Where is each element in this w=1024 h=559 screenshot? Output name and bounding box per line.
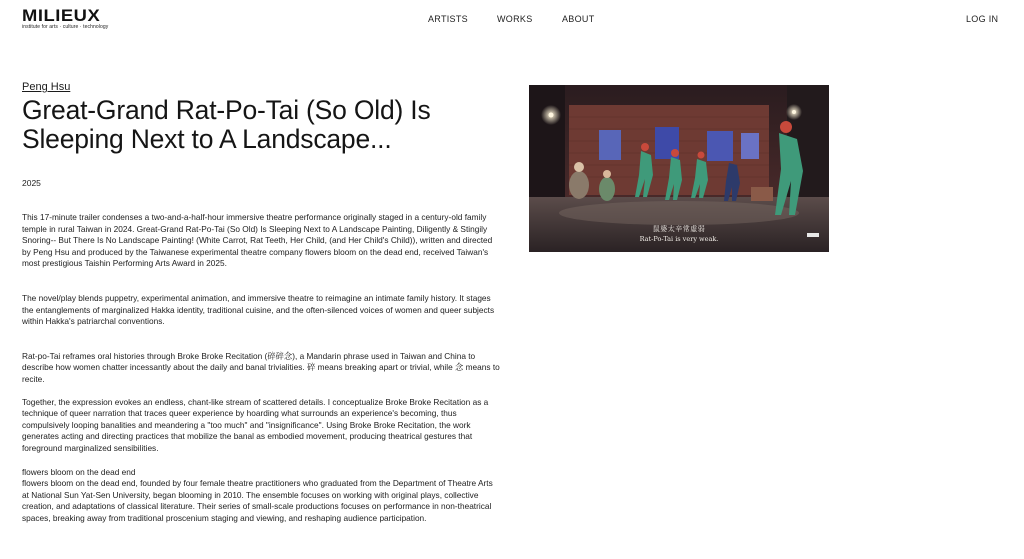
logo-tagline: institute for arts · culture · technology	[22, 24, 109, 30]
main-nav	[0, 14, 1024, 26]
description-paragraph: Together, the expression evokes an endless, chant-like stream of scattered details. I conceptualize Broke Broke Recitation as a technique of queer narration that traces queer experience by hoarding what surrounds an experience's becoming, thus compulsively looping banalities and meandering a "too much" and "insignificance". Using Broke Broke Recitation, the work generates acting and directing practices that mobilize the banal as embodied movement, producing theatrical gestures that foreground marginalized sensibilities.	[22, 396, 489, 453]
nav-works-link[interactable]: WORKS	[497, 14, 533, 24]
description-paragraph: This 17-minute trailer condenses a two-and-a-half-hour immersive theatre performance originally staged in a century-old family temple in rural Taiwan in 2024. Great-Grand Rat-Po-Tai (So Old) Is Sleeping Next to A Landscape Painting, Diligently & Stingily Snoring-- But There Is No Landscape Painting! (White Carrot, Rat Teeth, Her Child, (and Her Child's Child)), written and directed by Peng Hsu and produced by the Taiwanese experimental theatre company flowers bloom on the dead end, received Taiwan's most prestigious Taishin Performing Arts Award in 2025.	[22, 212, 493, 269]
nav-artists-link[interactable]: ARTISTS	[428, 14, 468, 24]
description-paragraph: The novel/play blends puppetry, experimental animation, and immersive theatre to reimagine an intimate family history. It stages the entanglements of marginalized Hakka identity, traditional cuisine, and the often-silenced voices of women and queer subjects within Hakka's patriarchal conventions.	[22, 292, 495, 327]
company-heading: flowers bloom on the dead end	[22, 466, 136, 477]
performance-video-still[interactable]	[529, 85, 829, 252]
video-subtitle-english: Rat-Po-Tai is very weak.	[639, 235, 719, 243]
site-header	[0, 0, 1024, 40]
artist-name-link[interactable]: Peng Hsu	[22, 81, 71, 93]
work-title: Great-Grand Rat-Po-Tai (So Old) Is Sleeping Next to A Landscape...	[22, 95, 431, 154]
video-subtitle-chinese: 鼠婆太辛常虛弱	[652, 225, 706, 233]
logo-wordmark: MILIEUX	[22, 6, 101, 25]
description-paragraph: flowers bloom on the dead end, founded by four female theatre practitioners who graduated from the Department of Theatre Arts at National Sun Yat-Sen University, began blooming in 2010. The ensemble focuses on working with original plays, collective creation, and adaptations of classical literature. Their series of small-scale productions focuses on performance in non-theatrical spaces, breaking away from traditional proscenium staging and viewing, and reshaping audience participation.	[22, 478, 493, 523]
work-year: 2025	[22, 178, 41, 188]
nav-about-link[interactable]: ABOUT	[562, 14, 595, 24]
description-paragraph: Rat-po-Tai reframes oral histories through Broke Broke Recitation (碎碎念), a Mandarin phrase used in Taiwan and China to describe how women chatter incessantly about the daily and banal trivialities. 碎 means breaking apart or trivial, while 念 means to recite.	[22, 350, 500, 384]
work-description	[22, 212, 500, 524]
login-link[interactable]: LOG IN	[966, 14, 999, 24]
